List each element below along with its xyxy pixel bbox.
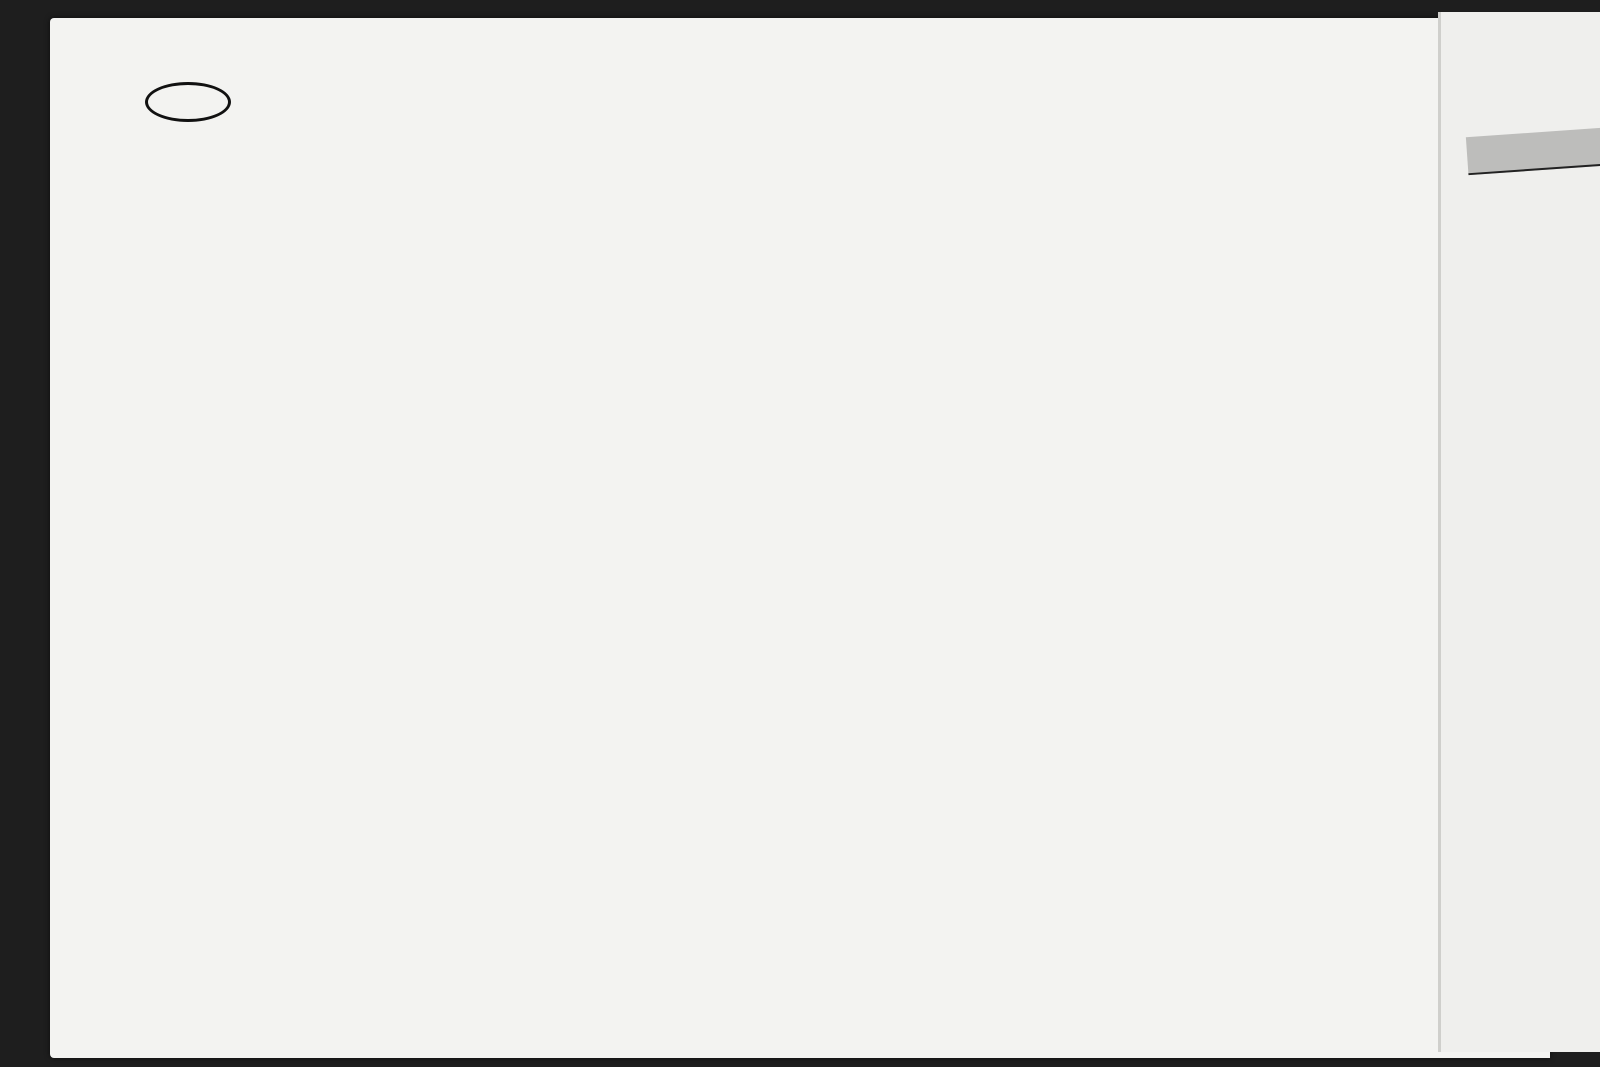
strip-header bbox=[1466, 127, 1600, 175]
kia-oval-logo bbox=[145, 82, 231, 122]
booklet-page bbox=[50, 18, 1550, 1058]
kia-logo bbox=[145, 82, 245, 122]
next-page-strip bbox=[1438, 12, 1600, 1052]
